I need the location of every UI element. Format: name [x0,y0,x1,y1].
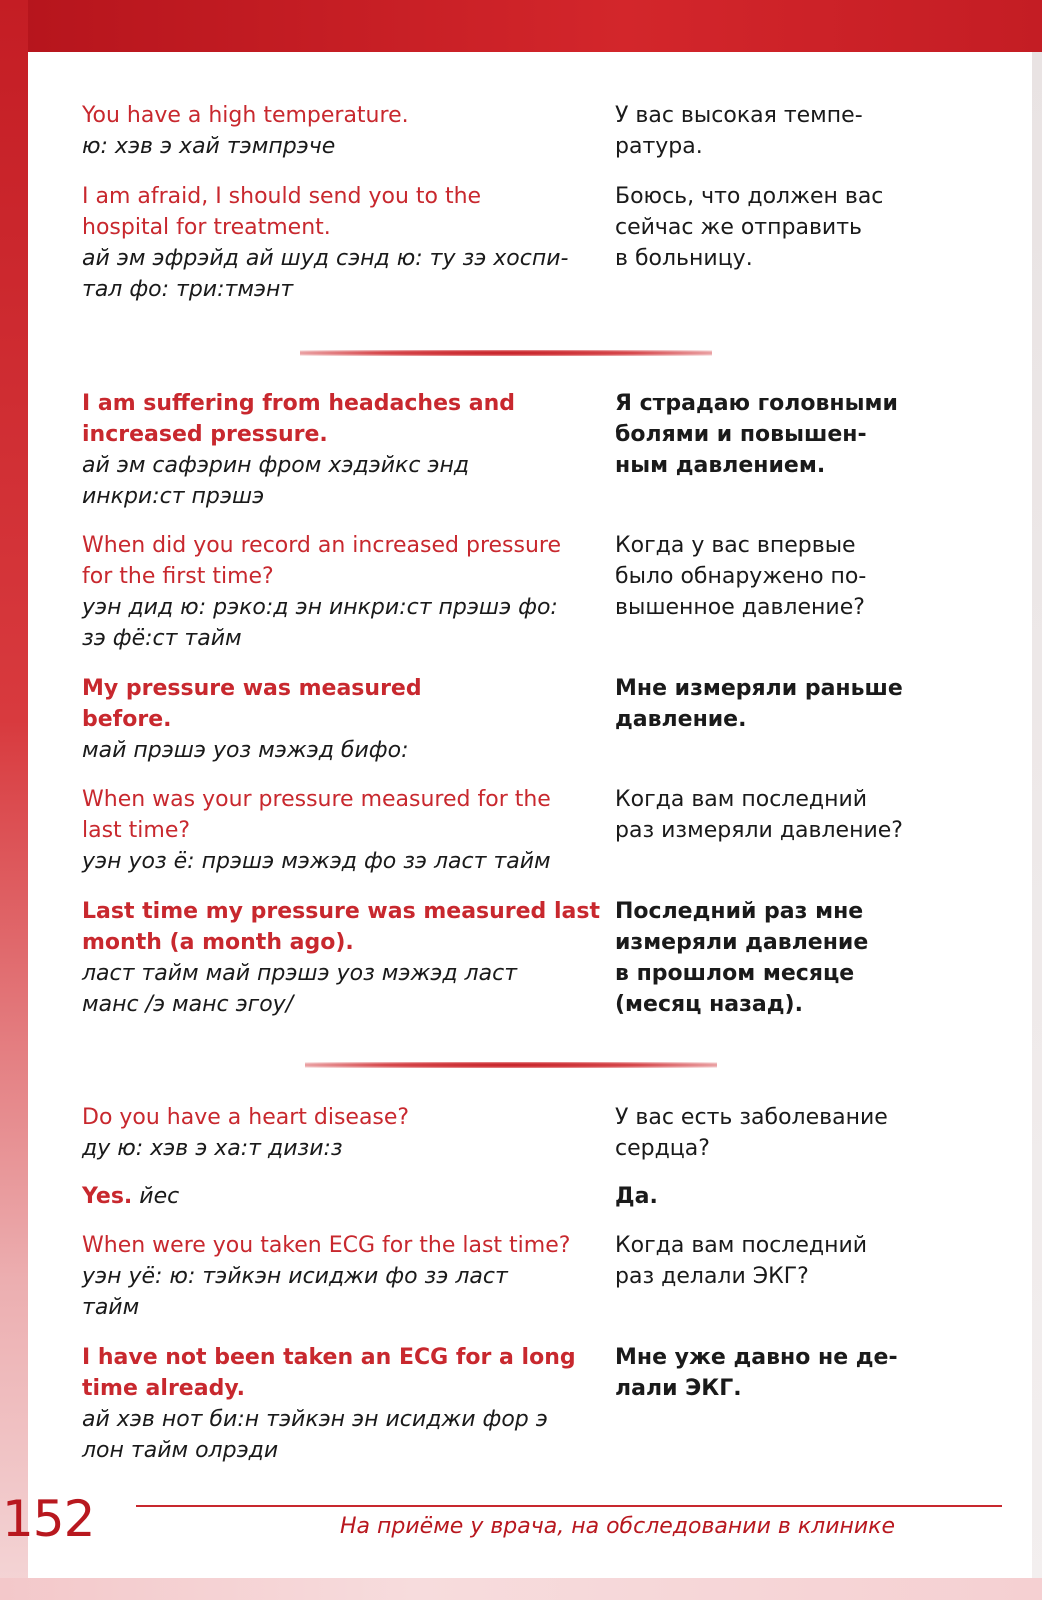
english-phrase [82,1181,602,1212]
russian-translation: Когда вам последний раз делали ЭКГ? [615,1233,868,1289]
transcription: зэ фё:ст тайм [82,626,242,651]
english-phrase: I am afraid, I should send you to the hospital for treatment. ай эм эфрэйд ай шуд сэнд ю: ту зэ хоспи- тал фо: три:тмэнт [82,181,602,305]
russian-translation: Мне измеряли раньше давление. [615,676,903,732]
bottom-color-band [0,1578,1042,1600]
russian-translation: Боюсь, что должен вас сейчас же отправить в больницу. [615,184,884,271]
transcription: ай эм эфрэйд ай шуд сэнд ю: ту зэ хоспи- [82,246,569,271]
english-phrase: When were you taken ECG for the last time? уэн уё: ю: тэйкэн исиджи фо зэ ласт тайм [82,1230,602,1323]
left-color-band [0,0,28,1600]
transcription: уэн дид ю: рэко:д эн инкри:ст прэшэ фо: [82,595,558,620]
transcription: ай хэв нот би:н тэйкэн эн исиджи фор э [82,1407,548,1432]
transcription: тайм [82,1295,140,1320]
transcription: лон тайм олрэди [82,1438,279,1463]
russian-translation: Мне уже давно не де- лали ЭКГ. [615,1345,898,1401]
right-page-edge [1032,52,1042,1600]
transcription: тал фо: три:тмэнт [82,277,294,302]
russian-translation: У вас есть заболевание сердца? [615,1105,888,1161]
english-phrase: I am suffering from headaches and increased pressure. ай эм сафэрин фром хэдэйкс энд инкри:ст прэшэ [82,388,602,512]
section-divider [300,350,712,356]
transcription: уэн уоз ё: прэшэ мэжэд фо зэ ласт тайм [82,849,551,874]
transcription: инкри:ст прэшэ [82,484,265,509]
english-word: Yes. [82,1184,133,1209]
transcription: ласт тайм май прэшэ уоз мэжэд ласт [82,961,518,986]
transcription: ай эм сафэрин фром хэдэйкс энд [82,453,470,478]
english-phrase: You have a high temperature. ю: хэв э хай тэмпрэче [82,100,602,162]
transcription: май прэшэ уоз мэжэд бифо: [82,738,409,763]
page-number: 152 [2,1490,95,1548]
transcription: ду ю: хэв э ха:т дизи:з [82,1136,343,1161]
top-color-band [0,0,1042,52]
transcription: манс /э манс эгоу/ [82,992,294,1017]
russian-translation: Я страдаю головными болями и повышен- ным давлением. [615,391,898,478]
english-phrase: My pressure was measured before. май прэшэ уоз мэжэд бифо: [82,673,602,766]
russian-translation: Последний раз мне измеряли давление в прошлом месяце (месяц назад). [615,899,869,1017]
english-phrase: When did you record an increased pressure for the first time? уэн дид ю: рэко:д эн инкри:ст прэшэ фо: зэ фё:ст тайм [82,530,602,654]
english-phrase: When was your pressure measured for the last time? уэн уоз ё: прэшэ мэжэд фо зэ ласт тайм [82,784,602,877]
english-phrase: Do you have a heart disease? ду ю: хэв э ха:т дизи:з [82,1102,602,1164]
transcription: уэн уё: ю: тэйкэн исиджи фо зэ ласт [82,1264,508,1289]
russian-translation: Когда у вас впервые было обнаружено по- вышенное давление? [615,533,867,620]
english-phrase: Last time my pressure was measured last month (a month ago). ласт тайм май прэшэ уоз мэжэд ласт манс /э манс эгоу/ [82,896,602,1020]
english-phrase: I have not been taken an ECG for a long time already. ай хэв нот би:н тэйкэн эн исиджи фор э лон тайм олрэди [82,1342,602,1466]
russian-translation: Да. [615,1184,658,1209]
russian-translation: У вас высокая темпе- ратура. [615,103,863,159]
transcription: ю: хэв э хай тэмпрэче [82,134,336,159]
russian-translation: Когда вам последний раз измеряли давление? [615,787,903,843]
section-divider [305,1062,717,1068]
footer-rule [136,1505,1002,1507]
transcription: йес [139,1184,180,1209]
footer-section-title: На приёме у врача, на обследовании в клинике [340,1514,895,1539]
